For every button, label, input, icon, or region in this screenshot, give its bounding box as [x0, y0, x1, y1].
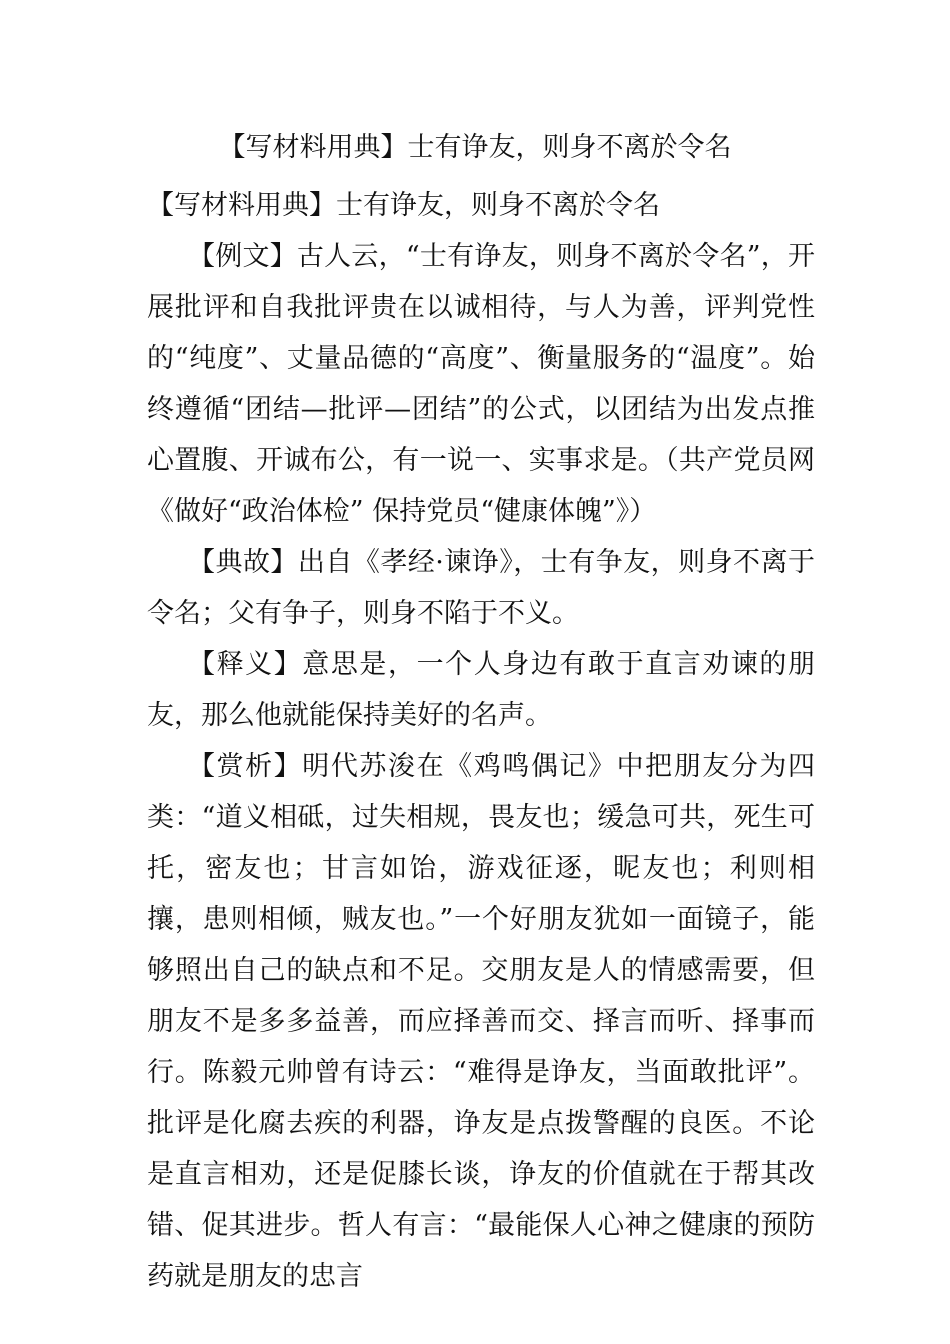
paragraph-allusion: 【典故】出自《孝经·谏诤》，士有争友，则身不离于令名；父有争子，则身不陷于不义。	[147, 547, 815, 629]
document-title: 【写材料用典】士有诤友，则身不离於令名	[218, 132, 732, 163]
paragraph-example: 【例文】古人云，“士有诤友，则身不离於令名”，开展批评和自我批评贵在以诚相待，与人为善，评判党性的“纯度”、丈量品德的“高度”、衡量服务的“温度”。始终遵循“团结—批评—团结”的公式，以团结为出发点推心置腹、开诚布公，有一说一、实事求是。（共产党员网《做好“政治体检” 保持党员“健康体魄”》）	[147, 241, 815, 527]
paragraph-meaning: 【释义】意思是，一个人身边有敢于直言劝谏的朋友，那么他就能保持美好的名声。	[147, 649, 815, 731]
document-subtitle: 【写材料用典】士有诤友，则身不离於令名	[147, 190, 660, 221]
document-body	[147, 180, 815, 1302]
paragraph-appreciation: 【赏析】明代苏浚在《鸡鸣偶记》中把朋友分为四类：“道义相砥，过失相规，畏友也；缓急可共，死生可托，密友也；甘言如饴，游戏征逐，昵友也；利则相攘，患则相倾，贼友也。”一个好朋友犹如一面镜子，能够照出自己的缺点和不足。交朋友是人的情感需要，但朋友不是多多益善，而应择善而交、择言而听、择事而行。陈毅元帅曾有诗云：“难得是诤友，当面敢批评”。批评是化腐去疾的利器，诤友是点拨警醒的良医。不论是直言相劝，还是促膝长谈，诤友的价值就在于帮其改错、促其进步。哲人有言：“最能保人心神之健康的预防药就是朋友的忠言	[147, 751, 815, 1292]
